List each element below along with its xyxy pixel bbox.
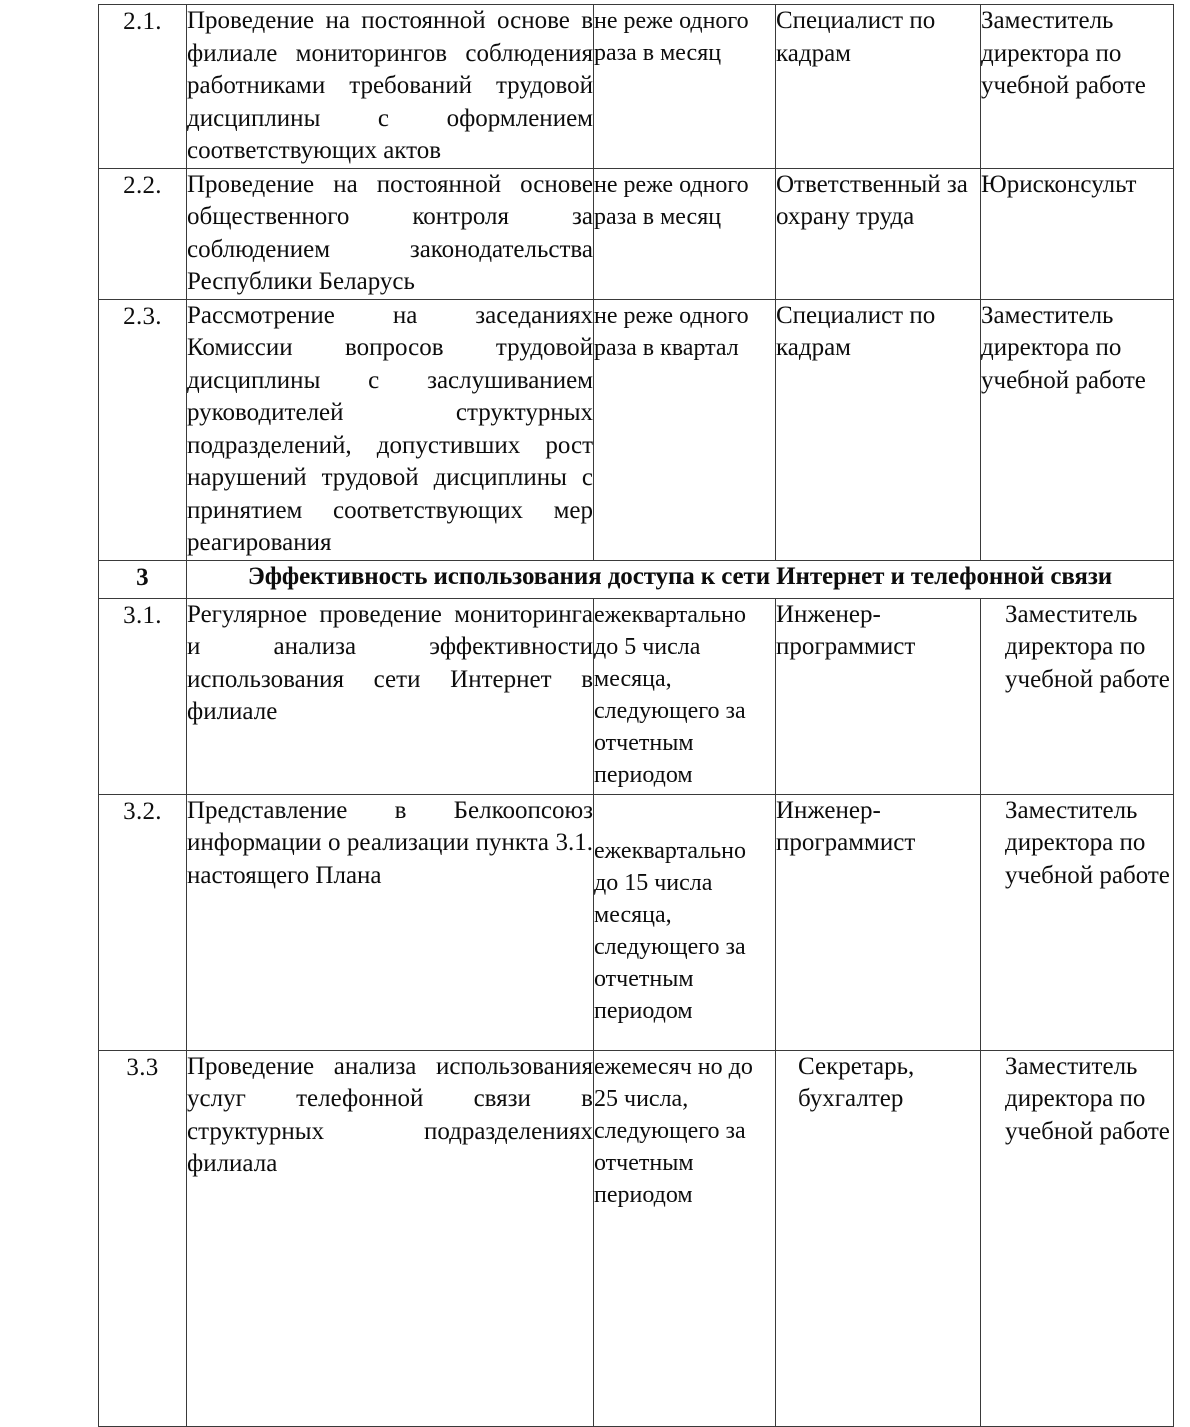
row-term-cell: ежемесяч но до 25 числа, следующего за отчетным периодом [594,1050,776,1426]
section-title-cell: Эффективность использования доступа к сети Интернет и телефонной связи [187,560,1174,598]
row-number-cell: 3.3 [99,1050,187,1426]
row-action-cell: Рассмотрение на заседаниях Комиссии вопросов трудовой дисциплины с заслушиванием руководителей структурных подразделений, допустивших рост нарушений трудовой дисциплины с принятием соответствующих мер реагирования [187,299,594,560]
table-row [99,1050,1174,1426]
row-term-cell: не реже одного раза в месяц [594,168,776,299]
row-control-cell: Заместитель директора по учебной работе [981,299,1174,560]
table-row [99,794,1174,1050]
row-control-cell: Заместитель директора по учебной работе [981,1050,1174,1426]
row-control-cell: Заместитель директора по учебной работе [981,794,1174,1050]
row-term-cell: ежеквартально до 5 числа месяца, следующего за отчетным периодом [594,598,776,794]
row-responsible-cell: Инженер-программист [776,598,981,794]
row-action-cell: Представление в Белкоопсоюз информации о реализации пункта 3.1. настоящего Плана [187,794,594,1050]
row-term-cell: не реже одного раза в квартал [594,299,776,560]
row-control-cell: Юрисконсульт [981,168,1174,299]
table-row [99,598,1174,794]
row-number-cell: 2.2. [99,168,187,299]
row-responsible-cell: Специалист по кадрам [776,5,981,169]
row-control-cell: Заместитель директора по учебной работе [981,5,1174,169]
plan-measures-table [98,4,1174,1427]
row-number-cell: 2.3. [99,299,187,560]
table-row [99,168,1174,299]
table-row [99,5,1174,169]
table-row [99,299,1174,560]
section-number-cell: 3 [99,560,187,598]
row-number-cell: 2.1. [99,5,187,169]
row-term-cell: не реже одного раза в месяц [594,5,776,169]
row-control-cell: Заместитель директора по учебной работе [981,598,1174,794]
row-responsible-cell: Инженер-программист [776,794,981,1050]
row-responsible-cell: Ответственный за охрану труда [776,168,981,299]
row-term-cell: ежеквартально до 15 числа месяца, следующего за отчетным периодом [594,794,776,1050]
row-action-cell: Проведение анализа использования услуг телефонной связи в структурных подразделениях филиала [187,1050,594,1426]
row-responsible-cell: Специалист по кадрам [776,299,981,560]
row-number-cell: 3.1. [99,598,187,794]
row-action-cell: Регулярное проведение мониторинга и анализа эффективности использования сети Интернет в филиале [187,598,594,794]
row-action-cell: Проведение на постоянной основе в филиале мониторингов соблюдения работниками требований трудовой дисциплины с оформлением соответствующих актов [187,5,594,169]
table-section-row [99,560,1174,598]
row-responsible-cell: Секретарь, бухгалтер [776,1050,981,1426]
row-action-cell: Проведение на постоянной основе общественного контроля за соблюдением законодательства Республики Беларусь [187,168,594,299]
row-number-cell: 3.2. [99,794,187,1050]
